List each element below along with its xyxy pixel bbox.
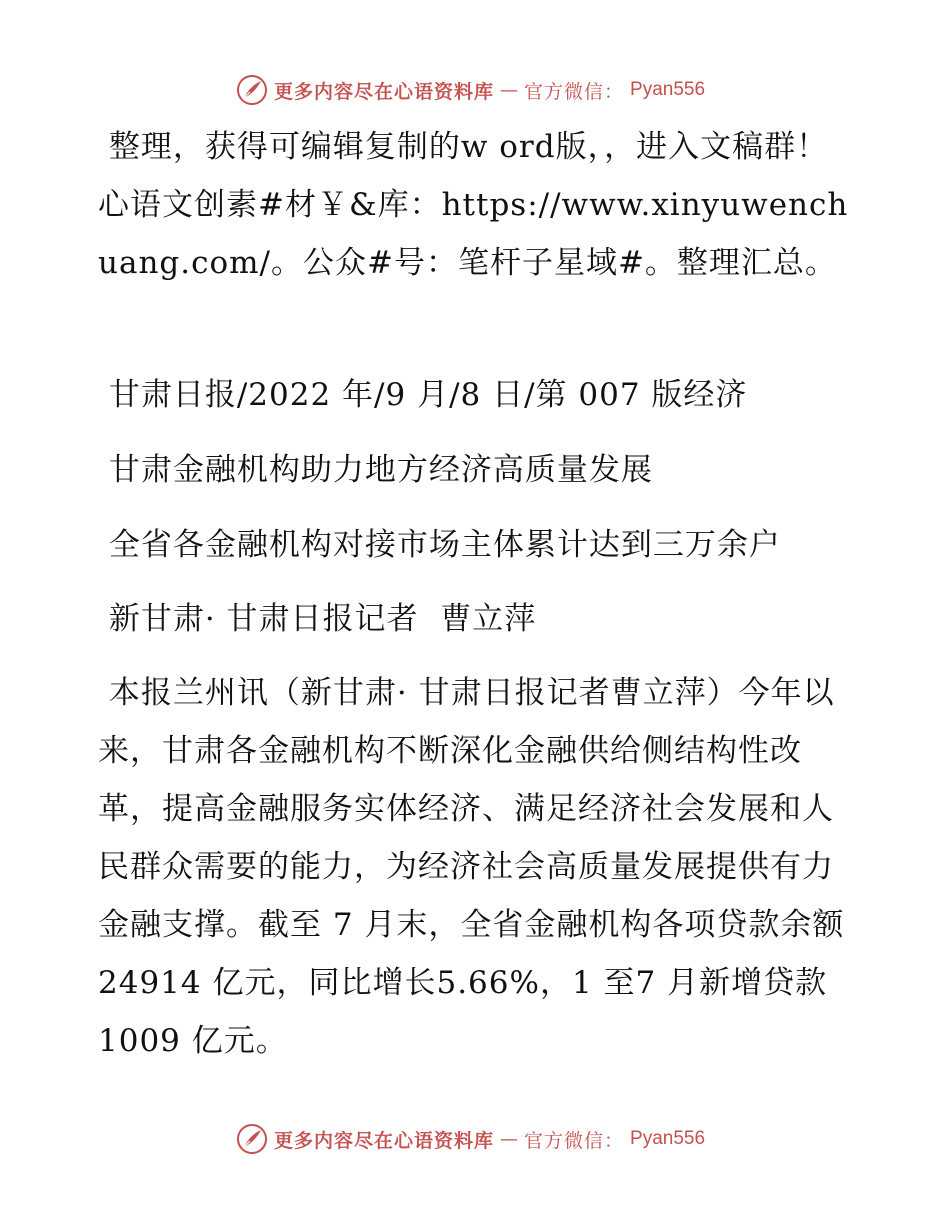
article-body-paragraph: 本报兰州讯（新甘肃· 甘肃日报记者曹立萍）今年以来，甘肃各金融机构不断深化金融供给侧结构性改革，提高金融服务实体经济、满足经济社会发展和人民群众需要的能力，为经济社会高质量发展提供有力金融支撑。截至 7 月末，全省金融机构各项贷款余额 24914 亿元，同比增长5.66%，1 至7 月新增贷款 1009 亿元。: [98, 675, 856, 1059]
quill-pen-logo-icon: [236, 74, 268, 106]
watermark-brand-text: 更多内容尽在心语资料库: [274, 1129, 495, 1152]
watermark-wechat-id: Pyan556: [630, 1128, 706, 1149]
footer-watermark: [236, 1122, 705, 1156]
article-subheadline: 全省各金融机构对接市场主体累计达到三万余户: [98, 527, 781, 563]
quill-pen-logo-icon: [236, 1123, 268, 1155]
watermark-wechat-id: Pyan556: [630, 79, 706, 100]
watermark-brand-text: 更多内容尽在心语资料库: [274, 80, 495, 103]
watermark-official-label: 官方微信：: [524, 80, 625, 103]
watermark-official-label: 官方微信：: [524, 1129, 625, 1152]
watermark-dash: —: [500, 79, 519, 101]
article-byline: 新甘肃· 甘肃日报记者 曹立萍: [98, 601, 537, 637]
intro-paragraph: 整理，获得可编辑复制的w ord版，，进入文稿群！心语文创素#材￥&库：https://www.xinyuwenchuang.com/。公众#号：笔杆子星域#。整理汇总。: [98, 129, 849, 281]
dateline: 甘肃日报/2022 年/9 月/8 日/第 007 版经济: [98, 377, 748, 413]
article-headline: 甘肃金融机构助力地方经济高质量发展: [98, 452, 653, 488]
header-watermark: [236, 73, 705, 107]
watermark-dash: —: [500, 1128, 519, 1150]
